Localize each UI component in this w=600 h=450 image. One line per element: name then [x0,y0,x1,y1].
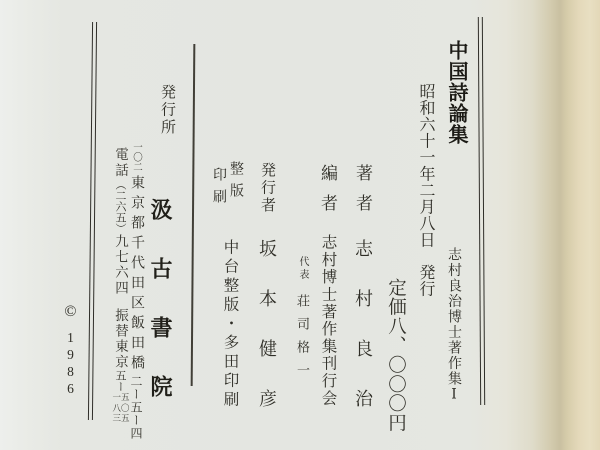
transfer-prefix: 五ー [114,370,126,392]
copyright-column [62,303,78,398]
publication-date: 昭和六十一年二月八日 [417,83,434,248]
printing-label: 印刷 [211,167,226,211]
transfer-number: 一五八〇三五 [112,392,130,423]
author-label: 著者 [353,164,372,224]
phone-label: 電話 [113,147,128,179]
right-double-rule [478,17,485,405]
editor-label: 編者 [318,164,337,224]
phone-number: 九七六四 [113,234,128,296]
phone-exchange: ︵二六五︶ [114,179,126,234]
issuer-label: 発行者 [259,162,275,215]
editor-name: 志村博士著作集刊行会 [319,234,337,407]
series-title: 志村良治博士著作集Ⅰ [446,247,461,404]
publisher-label: 発行所 [159,84,175,137]
address-number: 二ー五ー四 [129,375,143,440]
issued-label: 発行 [417,264,434,297]
phone-transfer-column [110,147,130,424]
typesetting-label: 整版 [228,161,243,205]
printer-name: 中台整版・多田印刷 [221,239,239,410]
price: 定価八、〇〇〇円 [385,278,406,433]
left-double-rule [88,22,97,420]
transfer-label: 振替東京 [113,308,128,370]
representative-label: 代表 [297,256,308,282]
representative-name: 荘司格一 [295,294,310,386]
representative-column [296,256,309,386]
address: 東京都千代田区飯田橋 [129,175,144,375]
publisher-address-column [129,142,143,440]
author-name: 志村良治 [353,239,373,439]
copyright-icon: © [62,303,79,322]
middle-rule [191,44,195,386]
publisher-name: 汲古書院 [148,198,173,434]
publication-date-column [417,83,433,297]
postal-code: 一〇二 [131,142,141,172]
copyright-year: 1986 [63,330,78,398]
issuer-name: 坂本健彦 [257,239,277,439]
book-title: 中国詩論集 [445,40,467,145]
